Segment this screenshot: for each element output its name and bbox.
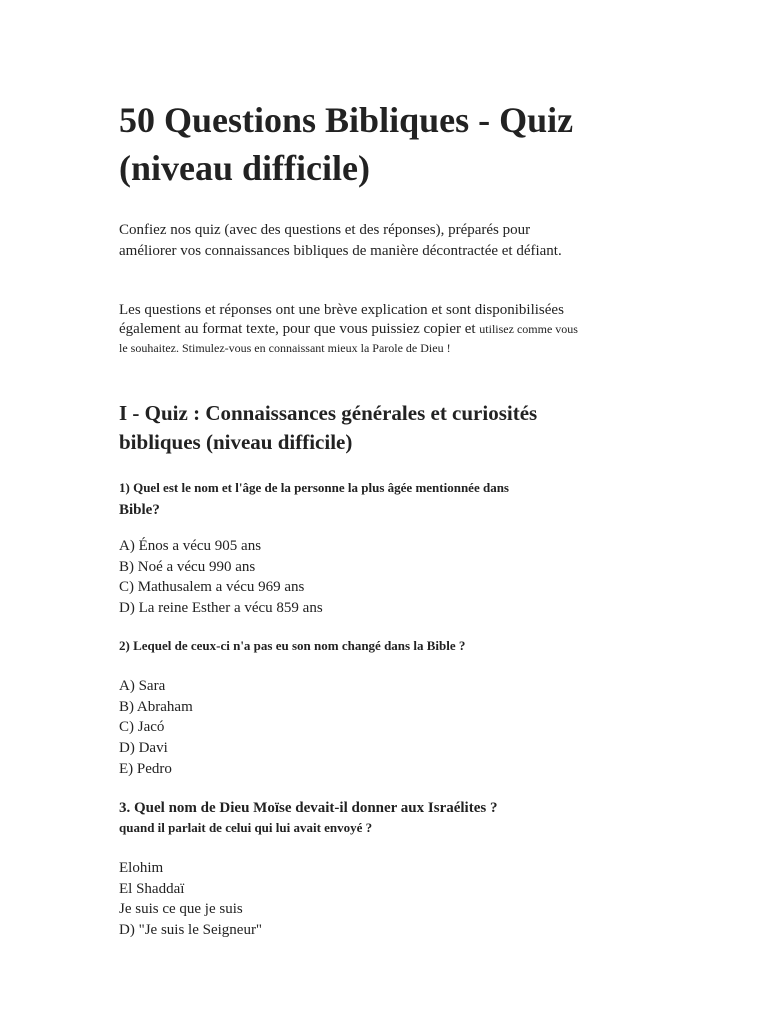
intro-paragraph: Confiez nos quiz (avec des questions et des réponses), préparés pour améliorer vos connaissances bibliques de manière décontractée et défiant. xyxy=(119,222,562,259)
question-3-text: 3. Quel nom de Dieu Moïse devait-il donner aux Israélites ? xyxy=(119,800,498,816)
option-item: E) Pedro xyxy=(119,760,172,777)
question-1-text: 1) Quel est le nom et l'âge de la personne la plus âgée mentionnée dans xyxy=(119,480,509,495)
option-item: Elohim xyxy=(119,860,164,876)
question-2-options xyxy=(119,676,519,780)
question-3 xyxy=(119,798,589,838)
option-item: A) Énos a vécu 905 ans xyxy=(119,538,262,554)
option-item: Je suis ce que je suis xyxy=(119,901,243,918)
section-heading: I - Quiz : Connaissances générales et curiosités bibliques (niveau difficile) xyxy=(119,401,538,454)
option-item: B) Abraham xyxy=(119,698,193,715)
second-paragraph xyxy=(119,301,579,358)
question-3-text-end: quand il parlait de celui qui lui avait envoyé ? xyxy=(119,820,373,835)
option-item: B) Noé a vécu 990 ans xyxy=(119,558,256,575)
option-item: A) Sara xyxy=(119,678,166,694)
question-1 xyxy=(119,477,589,521)
question-1-options xyxy=(119,536,519,619)
option-item: D) "Je suis le Seigneur" xyxy=(119,922,263,939)
option-item: C) Jacó xyxy=(119,719,165,736)
option-item: El Shaddaï xyxy=(119,880,185,897)
question-2: 2) Lequel de ceux-ci n'a pas eu son nom changé dans la Bible ? xyxy=(119,638,466,653)
question-3-options xyxy=(119,858,519,941)
second-paragraph-part1: Les questions et réponses ont une brève explication et sont disponibilisées également au format texte, pour que vous puissiez copier et xyxy=(119,302,564,337)
option-item: D) La reine Esther a vécu 859 ans xyxy=(119,600,323,617)
page-title: 50 Questions Bibliques - Quiz (niveau difficile) xyxy=(119,100,574,188)
second-paragraph-part2: utilisez comme vous le souhaitez. Stimulez-vous en connaissant mieux la Parole de Dieu ! xyxy=(119,322,578,355)
option-item: C) Mathusalem a vécu 969 ans xyxy=(119,579,305,596)
option-item: D) Davi xyxy=(119,740,168,757)
question-1-text-end: Bible? xyxy=(119,502,160,518)
